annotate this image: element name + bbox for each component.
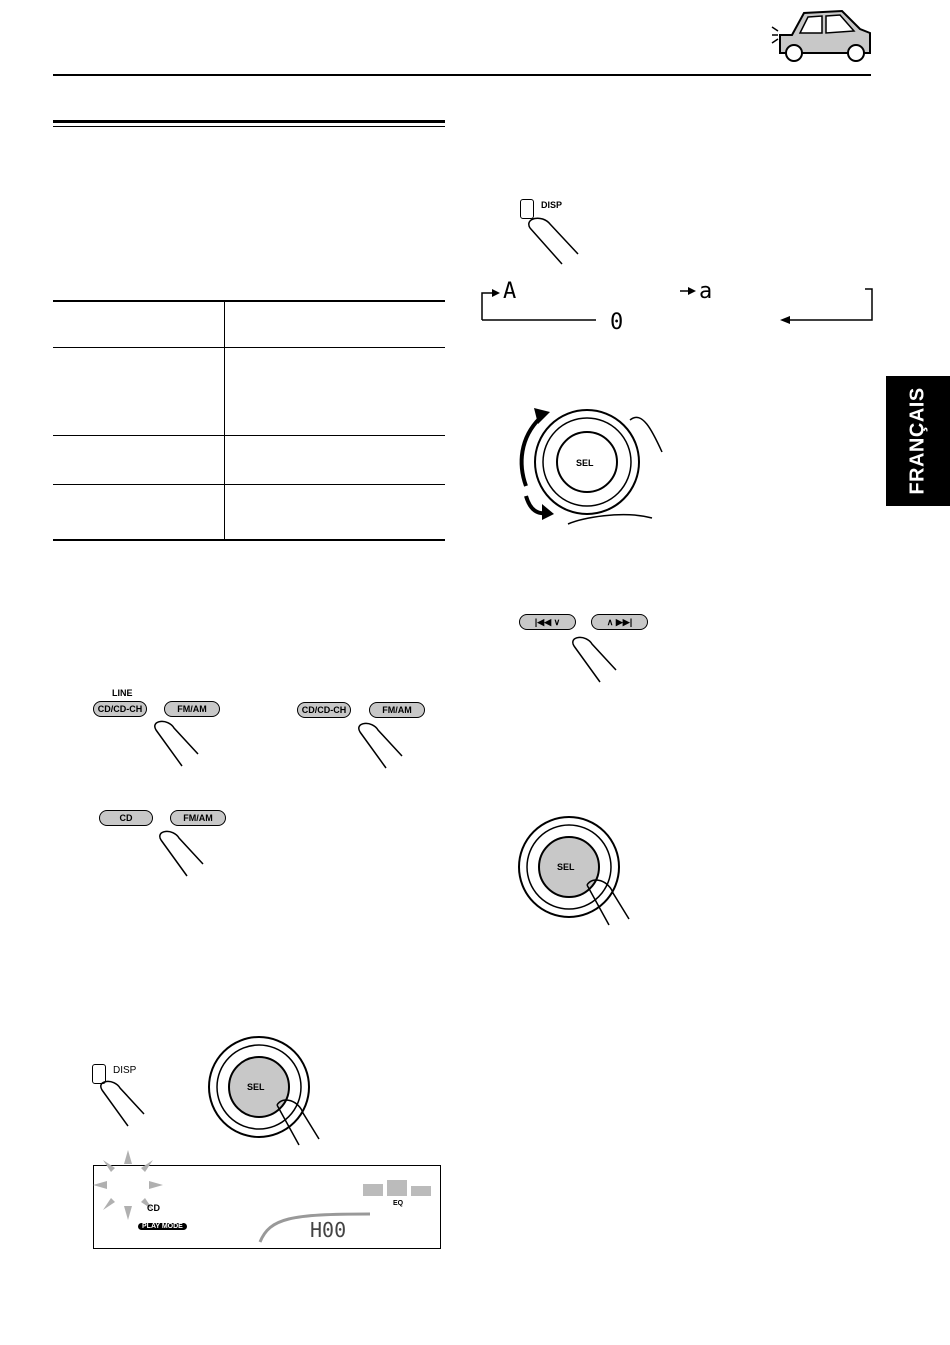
table-row-rule bbox=[53, 435, 445, 436]
table-row-rule bbox=[53, 347, 445, 348]
section-rule bbox=[53, 120, 445, 123]
lcd-eq-bars bbox=[363, 1180, 433, 1198]
table-bottom-rule bbox=[53, 539, 445, 541]
finger-icon bbox=[155, 830, 215, 880]
section-rule-thin bbox=[53, 126, 445, 127]
finger-icon bbox=[522, 214, 592, 274]
table-top-rule bbox=[53, 300, 445, 302]
sel-dial-icon-2[interactable] bbox=[207, 1035, 327, 1150]
cd-cdch-button-2[interactable]: CD/CD-CH bbox=[297, 702, 351, 718]
fm-am-button-2[interactable]: FM/AM bbox=[369, 702, 425, 718]
table-column-divider bbox=[224, 300, 225, 540]
header-rule bbox=[53, 74, 871, 76]
car-icon bbox=[772, 5, 872, 65]
disp-label-2: DISP bbox=[113, 1065, 137, 1076]
cd-button[interactable]: CD bbox=[99, 810, 153, 826]
finger-icon bbox=[354, 722, 414, 772]
fm-am-button[interactable]: FM/AM bbox=[164, 701, 220, 717]
lcd-source: CD bbox=[147, 1203, 160, 1213]
cd-cdch-button[interactable]: CD/CD-CH bbox=[93, 701, 147, 717]
language-tab bbox=[886, 376, 950, 506]
lcd-value: H00 bbox=[310, 1218, 347, 1242]
char-digit: 0 bbox=[610, 310, 624, 335]
lcd-play-mode: PLAY MODE bbox=[138, 1223, 187, 1230]
char-upper: A bbox=[503, 279, 517, 304]
language-tab-label: FRANÇAIS bbox=[906, 387, 929, 495]
sel-label-right: SEL bbox=[557, 862, 575, 872]
line-label: LINE bbox=[112, 688, 133, 698]
char-cycle-arrows bbox=[480, 285, 875, 325]
fm-am-button-3[interactable]: FM/AM bbox=[170, 810, 226, 826]
finger-icon bbox=[96, 1080, 156, 1130]
lcd-eq: EQ bbox=[393, 1200, 404, 1207]
disp-label: DISP bbox=[541, 200, 563, 210]
prev-button[interactable]: |◀◀ ∨ bbox=[519, 614, 576, 630]
table-row-rule bbox=[53, 484, 445, 485]
finger-icon bbox=[568, 636, 628, 686]
control-dial-icon[interactable] bbox=[512, 400, 662, 545]
char-lower: a bbox=[699, 279, 713, 304]
sel-dial-icon[interactable] bbox=[517, 815, 637, 935]
finger-icon bbox=[150, 720, 210, 770]
dial-sel-label: SEL bbox=[576, 458, 594, 468]
next-button[interactable]: ∧ ▶▶| bbox=[591, 614, 648, 630]
sel-label-left: SEL bbox=[247, 1082, 265, 1092]
